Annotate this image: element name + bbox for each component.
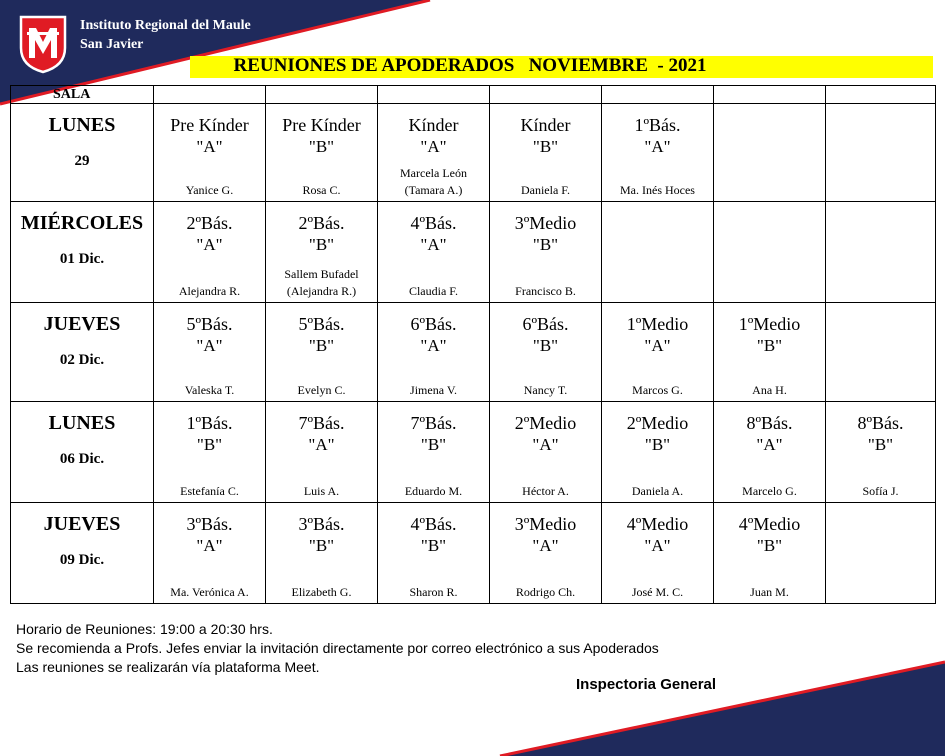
schedule-row: [11, 104, 936, 202]
day-date: 09 Dic.: [59, 552, 105, 568]
class-cell: [490, 402, 602, 503]
class-cell: [602, 202, 714, 303]
class-section: "B": [308, 336, 335, 355]
class-cell: [490, 202, 602, 303]
class-grade: 6ºBás.: [522, 314, 569, 334]
class-grade: 4ºBás.: [410, 514, 457, 534]
class-cell: [378, 503, 490, 604]
day-cell: [11, 303, 154, 402]
class-grade: Pre Kínder: [170, 115, 249, 135]
class-teacher: Sharon R.: [409, 585, 458, 599]
class-teacher: Sallem Bufadel (Alejandra R.): [284, 267, 359, 298]
class-teacher: José M. C.: [631, 585, 684, 599]
day-date: 01 Dic.: [59, 251, 105, 267]
school-header: [80, 16, 251, 54]
class-teacher: Marcela León (Tamara A.): [400, 166, 467, 197]
signature: Inspectoria General: [576, 676, 717, 693]
class-cell: [826, 202, 936, 303]
class-cell: [714, 202, 826, 303]
class-section: "B": [644, 435, 671, 454]
class-cell: [378, 303, 490, 402]
class-section: "B": [308, 536, 335, 555]
class-grade: 3ºBás.: [186, 514, 233, 534]
class-section: "B": [867, 435, 894, 454]
footer-notes: [16, 620, 659, 677]
class-grade: 7ºBás.: [298, 413, 345, 433]
class-cell: [602, 402, 714, 503]
class-cell: [378, 104, 490, 202]
class-grade: 8ºBás.: [857, 413, 904, 433]
schedule-table: [10, 85, 936, 604]
class-teacher: Daniela F.: [520, 183, 571, 197]
class-grade: 2ºMedio: [626, 413, 689, 433]
class-section: "A": [532, 536, 559, 555]
class-section: "B": [532, 137, 559, 156]
day-name: LUNES: [48, 114, 116, 136]
class-grade: 1ºBás.: [634, 115, 681, 135]
class-section: "A": [532, 435, 559, 454]
class-teacher: Daniela A.: [631, 484, 684, 498]
class-cell: [826, 104, 936, 202]
class-teacher: Rodrigo Ch.: [515, 585, 576, 599]
class-cell: [266, 503, 378, 604]
class-teacher: Ma. Inés Hoces: [620, 183, 695, 197]
class-cell: [378, 202, 490, 303]
class-teacher: Juan M.: [750, 585, 789, 599]
class-section: "B": [532, 336, 559, 355]
class-grade: 4ºMedio: [626, 514, 689, 534]
class-cell: [378, 402, 490, 503]
class-cell: [266, 202, 378, 303]
class-grade: Pre Kínder: [282, 115, 361, 135]
class-grade: 5ºBás.: [298, 314, 345, 334]
class-section: "A": [420, 336, 447, 355]
class-teacher: Luis A.: [303, 484, 340, 498]
class-cell: [490, 503, 602, 604]
class-cell: [826, 503, 936, 604]
class-teacher: Sofía J.: [862, 484, 899, 498]
day-date: 29: [74, 153, 90, 169]
schedule-row: [11, 202, 936, 303]
school-location: San Javier: [80, 37, 144, 52]
class-teacher: Eduardo M.: [404, 484, 463, 498]
class-section: "B": [756, 336, 783, 355]
class-teacher: Marcos G.: [632, 383, 683, 397]
class-section: "A": [196, 336, 223, 355]
class-cell: [714, 503, 826, 604]
school-name: Instituto Regional del Maule: [80, 18, 251, 33]
class-teacher: Marcelo G.: [742, 484, 797, 498]
class-section: "A": [420, 235, 447, 254]
day-cell: [11, 503, 154, 604]
class-grade: 1ºMedio: [626, 314, 689, 334]
day-cell: [11, 104, 154, 202]
class-cell: [154, 503, 266, 604]
class-section: "B": [532, 235, 559, 254]
class-teacher: Rosa C.: [302, 183, 341, 197]
class-section: "A": [644, 336, 671, 355]
class-cell: [602, 104, 714, 202]
class-teacher: Nancy T.: [523, 383, 568, 397]
footer-schedule: Horario de Reuniones: 19:00 a 20:30 hrs.: [16, 621, 273, 637]
class-cell: [266, 104, 378, 202]
class-section: "A": [756, 435, 783, 454]
schedule-row: [11, 402, 936, 503]
class-grade: 7ºBás.: [410, 413, 457, 433]
class-teacher: Yanice G.: [185, 183, 234, 197]
class-section: "B": [756, 536, 783, 555]
school-logo: [18, 14, 68, 74]
day-name: JUEVES: [43, 513, 121, 535]
day-date: 02 Dic.: [59, 352, 105, 368]
class-teacher: Estefanía C.: [180, 484, 239, 498]
class-teacher: Ana H.: [752, 383, 787, 397]
class-grade: 3ºBás.: [298, 514, 345, 534]
class-section: "B": [420, 536, 447, 555]
class-section: "B": [196, 435, 223, 454]
class-grade: 1ºBás.: [186, 413, 233, 433]
class-grade: Kínder: [408, 115, 459, 135]
class-cell: [266, 303, 378, 402]
schedule-row: [11, 303, 936, 402]
class-cell: [602, 303, 714, 402]
day-name: MIÉRCOLES: [20, 212, 144, 234]
class-cell: [826, 402, 936, 503]
class-grade: 4ºMedio: [738, 514, 801, 534]
day-name: JUEVES: [43, 313, 121, 335]
class-grade: 5ºBás.: [186, 314, 233, 334]
class-section: "A": [308, 435, 335, 454]
class-cell: [602, 503, 714, 604]
class-grade: 2ºBás.: [186, 213, 233, 233]
day-date: 06 Dic.: [59, 451, 105, 467]
class-section: "A": [196, 137, 223, 156]
class-section: "A": [644, 536, 671, 555]
class-teacher: Elizabeth G.: [291, 585, 352, 599]
class-teacher: Jimena V.: [410, 383, 457, 397]
class-section: "A": [196, 235, 223, 254]
footer-platform: Las reuniones se realizarán vía plataforma Meet.: [16, 659, 320, 675]
class-cell: [490, 104, 602, 202]
class-section: "B": [420, 435, 447, 454]
class-cell: [266, 402, 378, 503]
class-section: "A": [196, 536, 223, 555]
class-grade: 8ºBás.: [746, 413, 793, 433]
day-cell: [11, 402, 154, 503]
day-cell: [11, 202, 154, 303]
class-cell: [714, 402, 826, 503]
class-teacher: Héctor A.: [522, 484, 569, 498]
schedule-row: [11, 503, 936, 604]
class-teacher: Alejandra R.: [178, 284, 241, 298]
class-grade: Kínder: [520, 115, 571, 135]
class-grade: 1ºMedio: [738, 314, 801, 334]
class-grade: 2ºMedio: [514, 413, 577, 433]
day-name: LUNES: [48, 412, 116, 434]
class-cell: [826, 303, 936, 402]
class-cell: [154, 303, 266, 402]
class-section: "A": [420, 137, 447, 156]
class-cell: [154, 202, 266, 303]
class-grade: 3ºMedio: [514, 213, 577, 233]
sala-label: SALA: [11, 86, 154, 104]
class-cell: [714, 303, 826, 402]
footer-recommendation: Se recomienda a Profs. Jefes enviar la invitación directamente por correo electrónico a sus Apoderados: [16, 640, 659, 656]
class-grade: 4ºBás.: [410, 213, 457, 233]
class-section: "B": [308, 137, 335, 156]
page-title: REUNIONES DE APODERADOS NOVIEMBRE - 2021: [233, 55, 707, 76]
class-grade: 6ºBás.: [410, 314, 457, 334]
class-cell: [714, 104, 826, 202]
class-teacher: Ma. Verónica A.: [170, 585, 249, 599]
class-cell: [490, 303, 602, 402]
class-grade: 2ºBás.: [298, 213, 345, 233]
class-cell: [154, 402, 266, 503]
class-teacher: Francisco B.: [515, 284, 576, 298]
class-teacher: Valeska T.: [184, 383, 235, 397]
class-grade: 3ºMedio: [514, 514, 577, 534]
class-teacher: Evelyn C.: [297, 383, 346, 397]
class-section: "B": [308, 235, 335, 254]
class-section: "A": [644, 137, 671, 156]
class-teacher: Claudia F.: [408, 284, 459, 298]
sala-row: [11, 86, 936, 104]
class-cell: [154, 104, 266, 202]
